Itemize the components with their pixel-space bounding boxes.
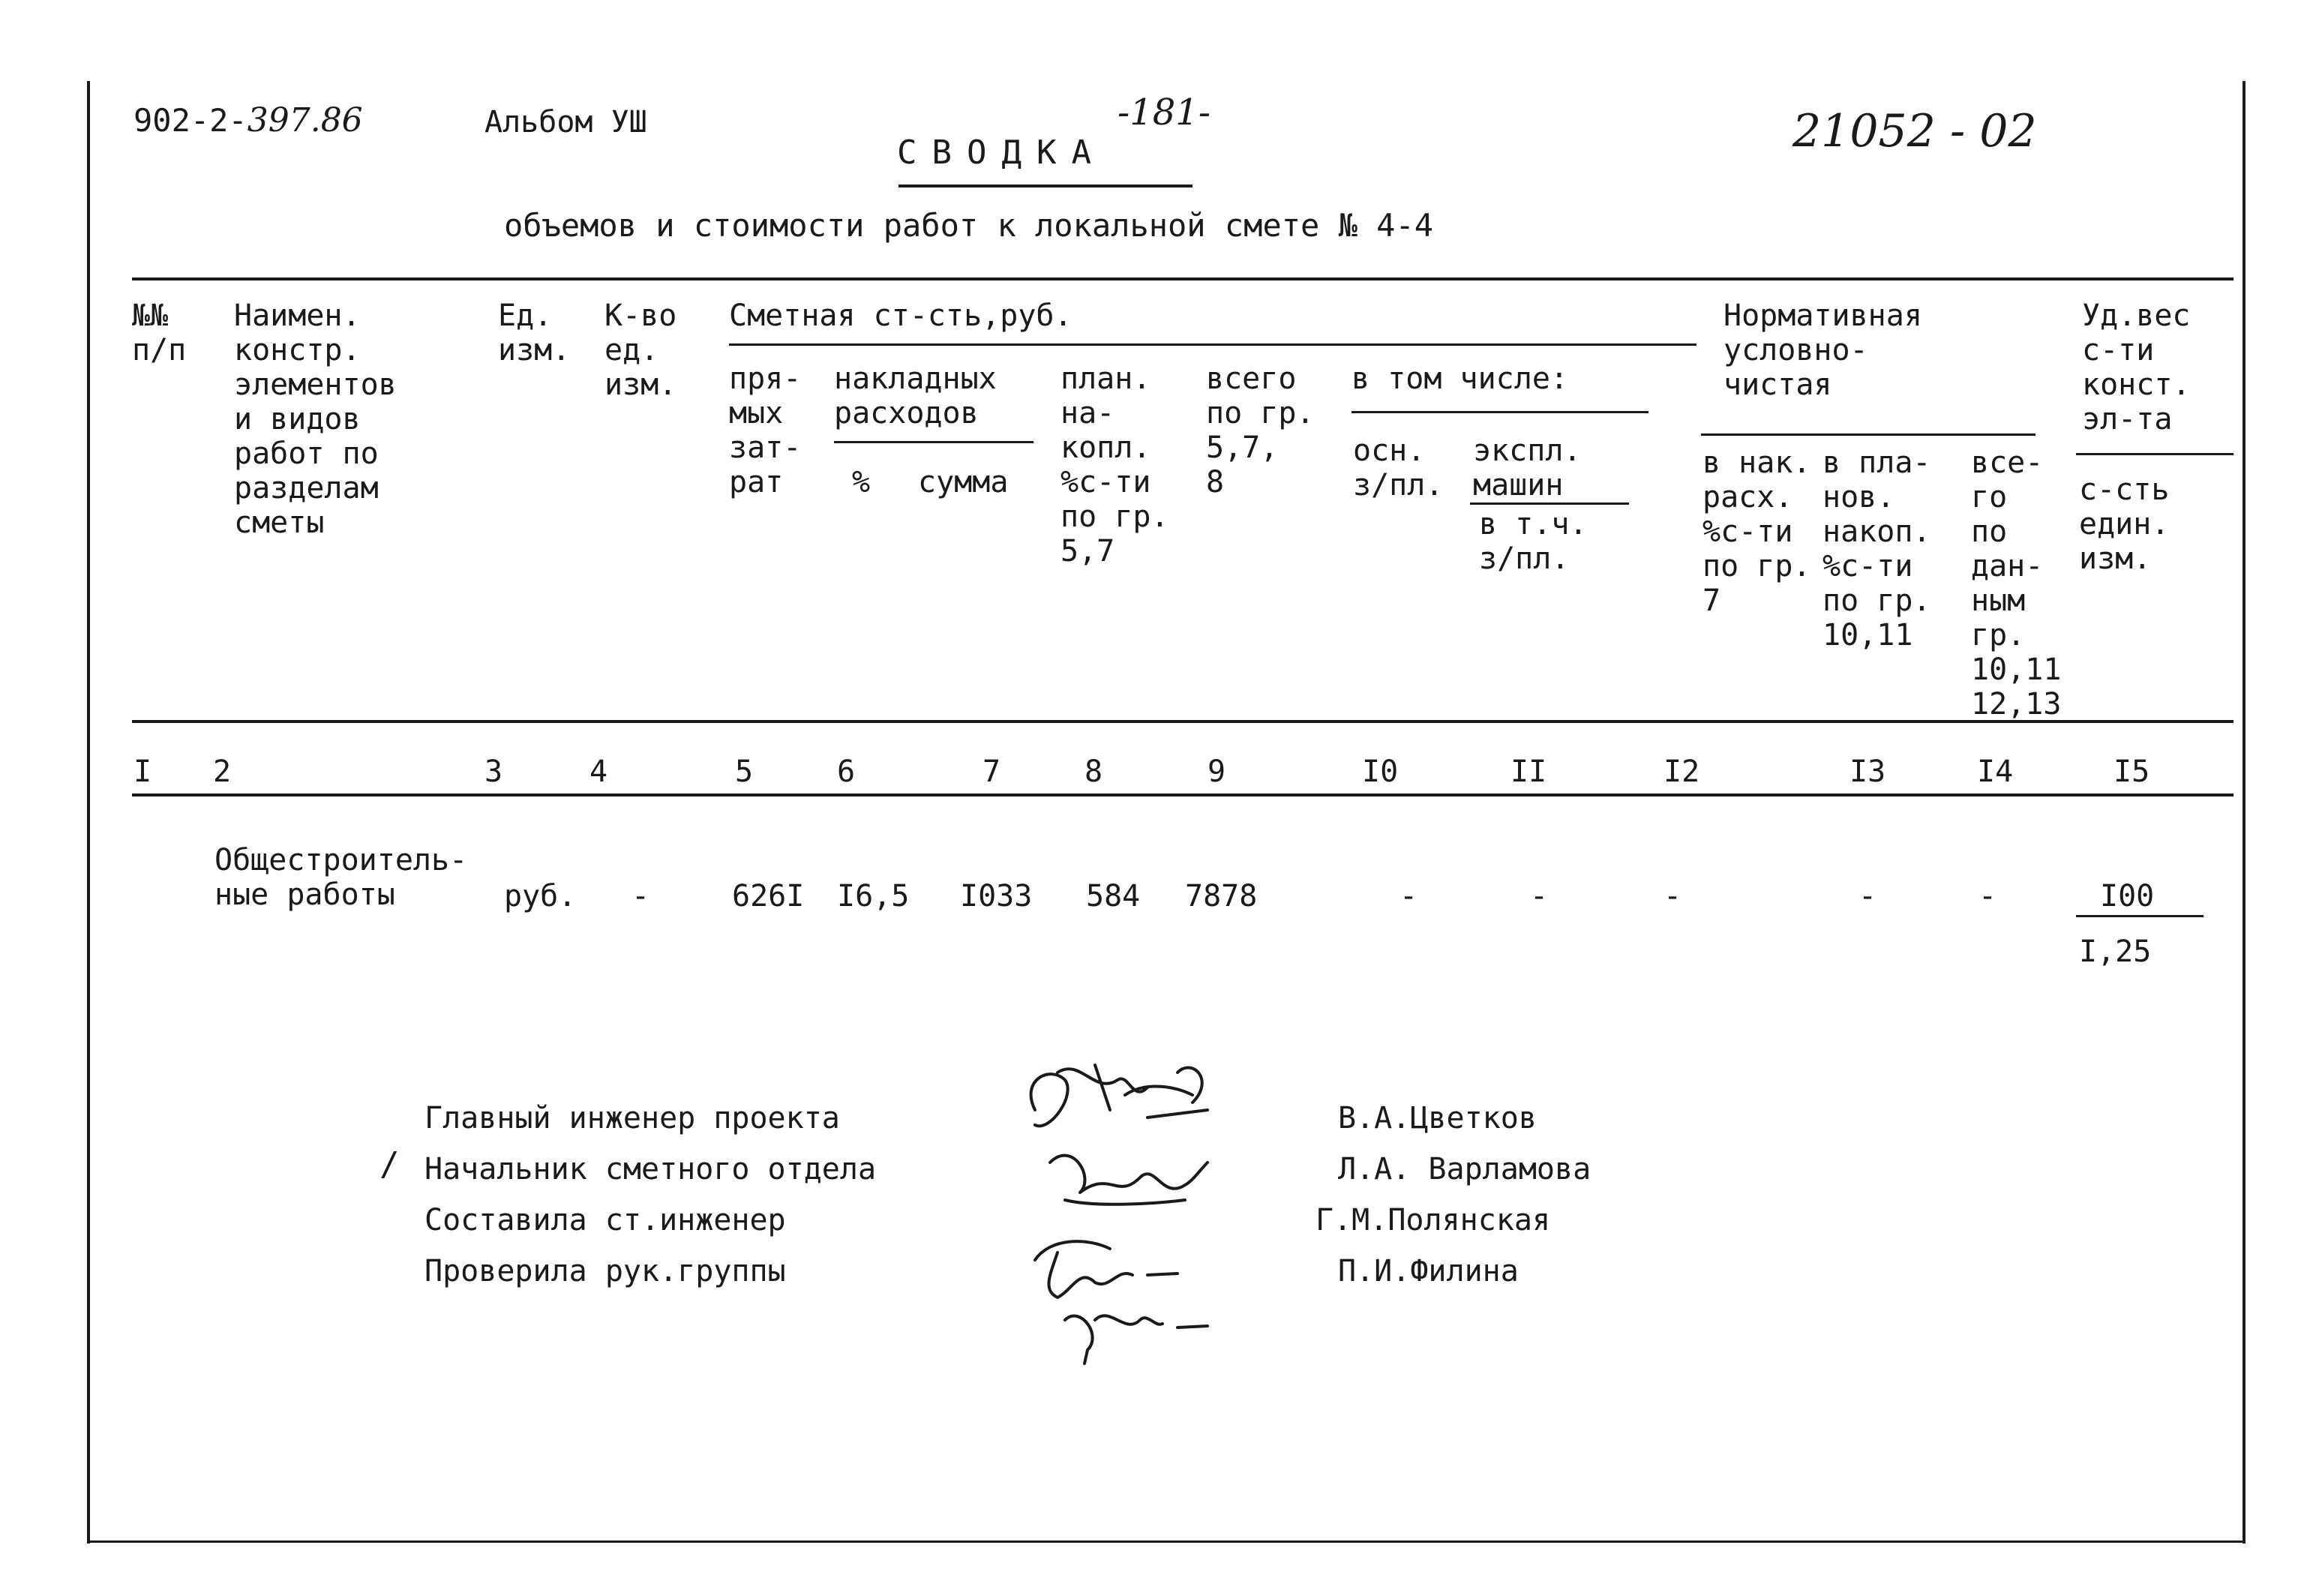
album-label: Альбом УШ [484, 105, 647, 140]
table-top-rule [132, 278, 2234, 280]
row-quantity: - [632, 879, 650, 914]
share-group-rule [2076, 453, 2234, 455]
page-number-handwritten: -181- [1118, 92, 1211, 134]
signature-role: Начальник сметного отдела [424, 1152, 877, 1186]
header-share-group: Уд.вес с-ти конст. эл-та [2082, 298, 2191, 436]
header-overhead-percent: % [852, 465, 871, 500]
row-overhead-percent: I6,5 [837, 879, 910, 914]
column-number: 9 [1208, 754, 1226, 789]
column-number: I0 [1362, 754, 1399, 789]
document-title: СВОДКА [897, 134, 1106, 172]
numbers-bottom-rule [132, 794, 2234, 796]
row-norm-overhead: - [1664, 879, 1682, 914]
title-underline [898, 184, 1192, 188]
signature-role: Составила ст.инженер [424, 1203, 786, 1238]
header-norm-planned: в пла- нов. накоп. %с-ти по гр. 10,11 [1822, 446, 1931, 652]
header-quantity: К-во ед. изм. [604, 298, 677, 402]
header-planned-savings: план. на- копл. %с-ти по гр. 5,7 [1060, 362, 1169, 568]
frame-bottom-border [90, 1540, 2244, 1543]
document-code [134, 101, 363, 140]
signature-2-mark [1050, 1156, 1208, 1204]
header-including: в том числе: [1352, 362, 1568, 396]
column-number: I5 [2114, 754, 2150, 789]
document-number-handwritten: 21052 - 02 [1792, 105, 2037, 158]
header-name: Наимен. констр. элементов и видов работ по разделам сметы [234, 298, 397, 540]
row-norm-planned: - [1858, 879, 1877, 914]
handwritten-signatures [1005, 1050, 1275, 1365]
signature-role: Главный инженер проекта [424, 1101, 840, 1136]
header-norm-total: все- го по дан- ным гр. 10,11 12,13 [1971, 446, 2062, 722]
column-number: I4 [1977, 754, 2014, 789]
header-bottom-rule [132, 720, 2234, 723]
header-base-wages: осн. з/пл. [1353, 434, 1444, 502]
document-subtitle: объемов и стоимости работ к локальной смете № 4-4 [504, 207, 1434, 244]
header-overhead: накладных расходов [834, 362, 997, 430]
signature-name: Г.М.Полянская [1316, 1203, 1551, 1238]
frame-left-border [87, 81, 90, 1544]
header-overhead-sum: сумма [918, 465, 1009, 500]
signature-name: Л.А. Варламова [1338, 1152, 1592, 1186]
share-fraction-rule [2076, 915, 2204, 917]
row-norm-total: - [1978, 879, 1997, 914]
column-number: I2 [1664, 754, 1700, 789]
column-number: II [1510, 754, 1547, 789]
signature-role: Проверила рук.группы [424, 1254, 786, 1288]
header-machine-wages: в т.ч. з/пл. [1479, 507, 1588, 576]
header-norm-overhead: в нак. расх. %с-ти по гр. 7 [1702, 446, 1811, 618]
row-share-unit-cost: I,25 [2079, 934, 2152, 969]
column-number: I [134, 754, 152, 789]
signature-3-mark [1035, 1241, 1178, 1298]
row-planned-savings: 584 [1086, 879, 1141, 914]
column-number: 2 [213, 754, 232, 789]
header-cost-group: Сметная ст-сть,руб. [729, 298, 1072, 333]
row-base-wages: - [1400, 879, 1418, 914]
header-unit-cost: с-сть един. изм. [2079, 472, 2170, 576]
column-number: I3 [1850, 754, 1886, 789]
row-unit: руб. [504, 879, 577, 914]
cost-group-rule [729, 344, 1696, 346]
column-number: 6 [837, 754, 856, 789]
column-number: 4 [590, 754, 608, 789]
row-name: Общестроитель- ные работы [214, 843, 468, 912]
header-machine-operation: экспл. машин [1473, 434, 1582, 502]
row-overhead-sum: I033 [960, 879, 1033, 914]
header-row-number: №№ п/п [132, 298, 187, 368]
column-number: 7 [982, 754, 1001, 789]
document-code-handwritten: 397.86 [247, 101, 363, 140]
row-share-percent: I00 [2100, 879, 2155, 914]
header-unit: Ед. изм. [498, 298, 571, 368]
machines-rule [1470, 502, 1629, 505]
signature-1-mark [1031, 1065, 1208, 1126]
column-number: 8 [1084, 754, 1103, 789]
column-number: 5 [735, 754, 754, 789]
frame-right-border [2242, 81, 2246, 1544]
row-machine-operation: - [1530, 879, 1549, 914]
overhead-rule [834, 441, 1034, 443]
signature-mark: / [380, 1145, 400, 1184]
column-number: 3 [484, 754, 503, 789]
including-rule [1352, 411, 1648, 413]
header-norm-group: Нормативная условно- чистая [1724, 298, 1922, 402]
signature-name: В.А.Цветков [1338, 1101, 1537, 1136]
norm-group-rule [1701, 434, 2036, 436]
document-code-prefix: 902-2- [134, 102, 248, 139]
header-direct-costs: пря- мых зат- рат [729, 362, 802, 500]
header-total: всего по гр. 5,7, 8 [1206, 362, 1315, 500]
signature-4-mark [1065, 1316, 1208, 1364]
row-direct-costs: 626I [732, 879, 805, 914]
signature-name: П.И.Филина [1338, 1254, 1519, 1288]
row-total: 7878 [1185, 879, 1258, 914]
